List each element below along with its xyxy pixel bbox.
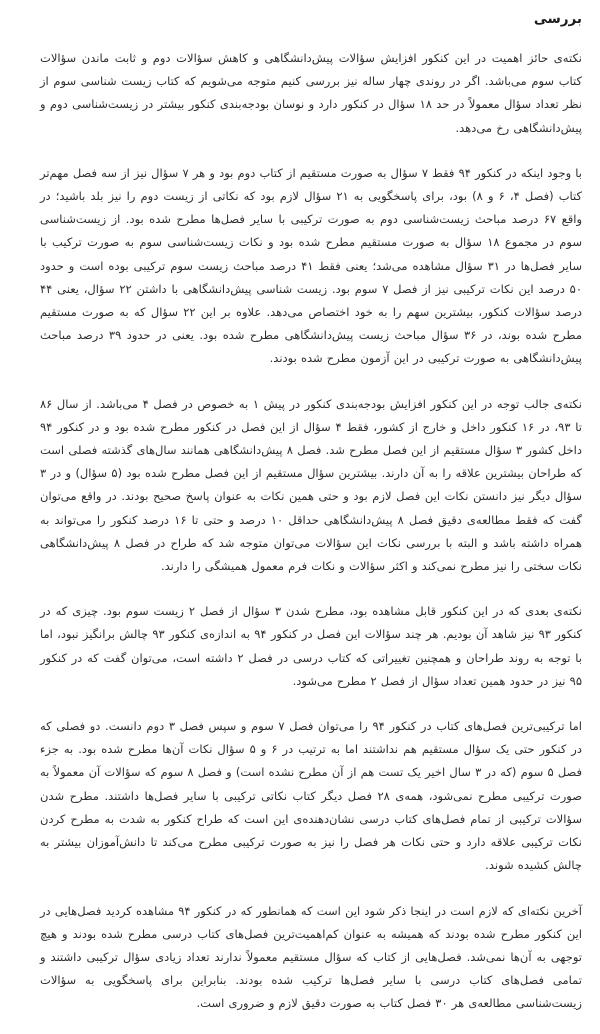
paragraph-6: آخرین نکته‌ای که لازم است در اینجا ذکر شود این است که همانطور که در کنکور ۹۴ مشاهده کردید فصل‌هایی در این کنکور مطرح شده بودند که همیشه به عنوان کم‌اهمیت‌ترین فصل‌های کتاب درسی مطرح شده بودند و هیچ توجهی به آن‌ها نمی‌شد. فصل‌هایی از کتاب که سؤال مستقیم معمولاً ندارند تعداد زیادی سؤال ترکیبی داشتند و تمامی فصل‌های کتاب درسی با سایر فصل‌ها ترکیب شده بودند. بنابراین برای پاسخگویی به سؤالات زیست‌شناسی مطالعه‌ی هر ۳۰ فصل کتاب به صورت دقیق لازم و ضروری است. (40, 903, 582, 1011)
page-title: بررسی (533, 11, 582, 27)
paragraph-3: نکته‌ی جالب توجه در این کنکور افزایش بودجه‌بندی کنکور در پیش ۱ به خصوص در فصل ۴ می‌باشد. از سال ۸۶ تا ۹۳، در ۱۶ کنکور داخل و خارج از کشور، فقط ۴ سؤال از این فصل در کنکور مطرح شده بود و در کنکور ۹۴ داخل کشور ۳ سؤال مستقیم از این فصل مطرح شد. فصل ۸ پیش‌دانشگاهی همانند سال‌های گذشته فصلی است که طراحان بیشترین علاقه را به آن دارند. بیشترین سؤال مستقیم از این فصل مطرح شده بود (۵ سؤال) و در ۳ سؤال دیگر نیز دانستن نکات این فصل لازم بود و حتی همین نکات به عنوان پاسخ صحیح بودند. در واقع می‌توان گفت که فقط مطالعه‌ی دقیق فصل ۸ پیش‌دانشگاهی حداقل ۱۰ درصد و حتی تا ۱۶ درصد کنکور را می‌تواند به همراه داشته باشد و البته با بررسی نکات این سؤالات می‌توان متوجه شد که طراح در فصل ۸ پیش‌دانشگاهی نکات سختی را نیز مطرح نمی‌کند و اکثر سؤالات و نکات فرم معمول همیشگی را دارند. (40, 396, 583, 574)
paragraph-4: نکته‌ی بعدی که در این کنکور قابل مشاهده بود، مطرح شدن ۳ سؤال از فصل ۲ زیست سوم بود. چیزی که در کنکور ۹۳ نیز شاهد آن بودیم. هر چند سؤالات این فصل در کنکور ۹۴ به اندازه‌ی کنکور ۹۳ چالش برانگیز نبود، اما با توجه به روند طراحان و همچنین تغییراتی که کتاب درسی در فصل ۲ داشته است، می‌توان گفت که در کنکور ۹۵ نیز در حدود همین تعداد سؤال از فصل ۲ مطرح می‌شود. (40, 604, 583, 688)
paragraph-5: اما ترکیبی‌ترین فصل‌های کتاب در کنکور ۹۴ را می‌توان فصل ۷ سوم و سپس فصل ۳ دوم دانست. دو فصلی که در کنکور حتی یک سؤال مستقیم هم نداشتند اما به ترتیب در ۶ و ۵ سؤال نکات آن‌ها مطرح شده بود. به جزء فصل ۵ سوم (که در ۳ سال اخیر یک تست هم از آن مطرح نشده است) و فصل ۸ سوم که سؤالات آن معمولاً به صورت ترکیبی مطرح نمی‌شود، همه‌ی ۲۸ فصل دیگر کتاب نکاتی ترکیبی با سایر فصل‌ها داشتند. مطرح شدن سؤالات ترکیبی از تمام فصل‌های کتاب درسی نشان‌دهنده‌ی این است که طراح کنکور به شدت به مطرح کردن نکات ترکیبی علاقه دارد و حتی نکات هر فصل را نیز به صورت ترکیبی مطرح می‌کند تا دانش‌آموزان بیشتر به چالش کشیده شوند. (40, 719, 583, 873)
paragraph-2: با وجود اینکه در کنکور ۹۴ فقط ۷ سؤال به صورت مستقیم از کتاب دوم بود و هر ۷ سؤال نیز از سه فصل مهم‌تر کتاب (فصل ۴، ۶ و ۸) بود، برای پاسخگویی به ۲۱ سؤال لازم بود که نکاتی از زیست دوم را نیز بلد باشید؛ در واقع ۶۷ درصد مباحث زیست‌شناسی دوم به صورت ترکیبی با سایر فصل‌ها مطرح شده بود. از زیست‌شناسی سوم در مجموع ۱۸ سؤال به صورت مستقیم مطرح شده بود و نکات زیست‌شناسی سوم به صورت ترکیب با سایر فصل‌ها در ۳۱ سؤال مشاهده می‌شد؛ یعنی فقط ۴۱ درصد مباحث زیست سوم ترکیبی بوده است و حدود ۵۰ درصد این نکات ترکیبی نیز از فصل ۷ سوم بود. زیست شناسی پیش‌دانشگاهی با داشتن ۲۲ سؤال، یعنی ۴۴ درصد سؤالات کنکور، بیشترین سهم را به خود اختصاص می‌دهد. علاوه بر این ۲۲ سؤال که به صورت مستقیم مطرح شده بوند، در ۳۶ سؤال مباحث زیست پیش‌دانشگاهی مطرح شده بود. یعنی در حدود ۳۹ درصد مباحث پیش‌دانشگاهی به صورت ترکیبی در این آزمون مطرح شده بودند. (40, 165, 583, 366)
paragraph-1: نکته‌ی حائز اهمیت در این کنکور افزایش سؤالات پیش‌دانشگاهی و کاهش سؤالات دوم و ثابت ماندن سؤالات کتاب سوم می‌باشد. اگر در روندی چهار ساله نیز بررسی کنیم متوجه می‌شویم که کتاب زیست شناسی سوم از نظر تعداد سؤال معمولاً در حد ۱۸ سؤال در کنکور دارد و نوسان بودجه‌بندی کنکور بیشتر در زیست‌شناسی دوم و پیش‌دانشگاهی رخ می‌دهد. (40, 51, 582, 135)
